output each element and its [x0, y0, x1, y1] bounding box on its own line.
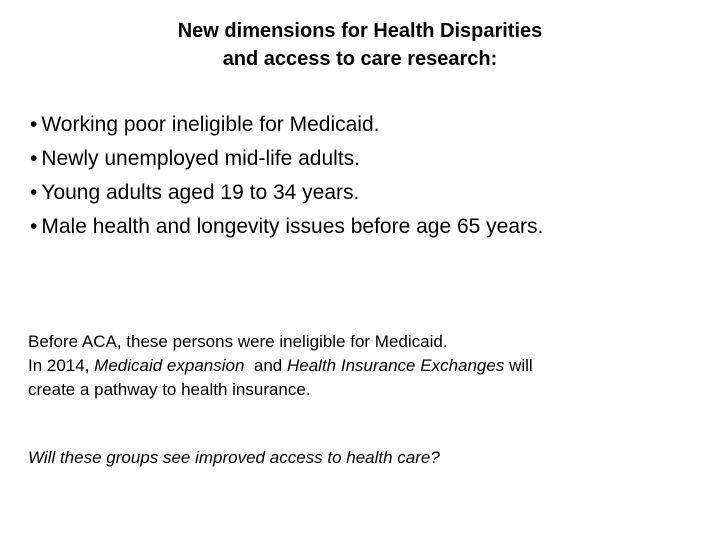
bullet-text: Newly unemployed mid-life adults.: [41, 147, 360, 170]
title-line-2: and access to care research:: [222, 48, 498, 70]
bullet-marker: •: [30, 181, 38, 204]
paragraph-line-2-prefix: In 2014,: [28, 356, 95, 375]
bullet-marker: •: [30, 113, 38, 136]
bullet-text: Working poor ineligible for Medicaid.: [41, 113, 380, 136]
bullet-list: [30, 108, 700, 244]
slide-title: [60, 17, 660, 73]
health-insurance-exchanges-term: Health Insurance Exchanges: [286, 356, 505, 375]
bullet-item: [30, 142, 700, 176]
closing-question: Will these groups see improved access to health care?: [28, 448, 440, 467]
bullet-text: Male health and longevity issues before age 65 years.: [41, 215, 544, 238]
paragraph-line-2: [28, 354, 698, 378]
paragraph-line-2-mid: and: [244, 356, 287, 375]
paragraph-line-1: Before ACA, these persons were ineligible for Medicaid.: [28, 332, 448, 351]
bullet-item: [30, 108, 700, 142]
medicaid-expansion-term: Medicaid expansion: [94, 356, 245, 375]
bullet-marker: •: [30, 147, 38, 170]
bullet-item: [30, 176, 700, 210]
title-line-1: New dimensions for Health Disparities: [177, 20, 543, 42]
aca-paragraph: [28, 330, 698, 402]
bullet-text: Young adults aged 19 to 34 years.: [41, 181, 360, 204]
paragraph-line-3: create a pathway to health insurance.: [28, 380, 311, 399]
paragraph-line-2-suffix: will: [504, 356, 533, 375]
bullet-item: [30, 210, 700, 244]
bullet-marker: •: [30, 215, 38, 238]
